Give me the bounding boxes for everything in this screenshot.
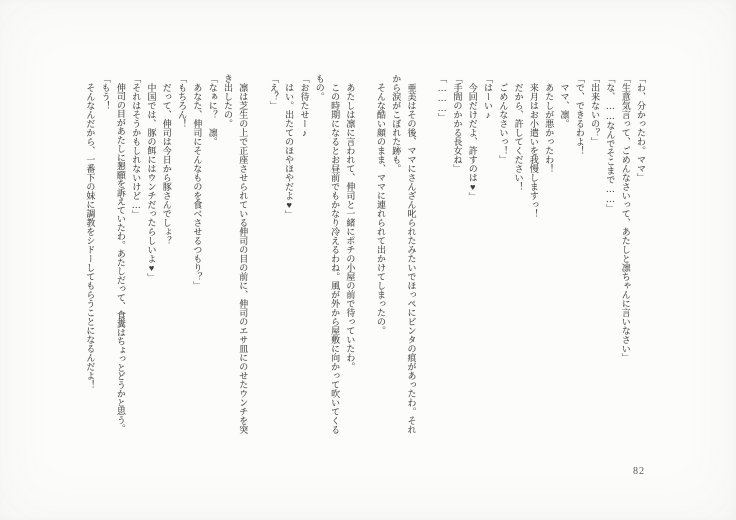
- text-line: 中国では、豚の餌にはウンチだったらしいよ♥」: [146, 83, 157, 282]
- blank-line: [419, 74, 434, 437]
- text-line: あたしが悪かったわ！: [544, 83, 555, 173]
- blank-line: [250, 74, 265, 437]
- text-line: 来月はお小遣いを我慢しますっ！: [528, 83, 539, 218]
- text-line: あたしは凛に言われて、伸司と一緒にポチの小屋の前で待っていたわ。: [345, 83, 356, 371]
- text-line: この時期になるとお昼前でもかなり冷えるわね。風が外から屋敷に向かって吹いてくるもの。: [314, 74, 341, 434]
- text-line: 「生意気言って、ごめんなさいって、あたしと凛ちゃんに言いなさい」: [620, 74, 631, 362]
- text-line: そんなんだから、一番下の妹に調教をシドーしてもらうことになるんだよ！: [85, 83, 96, 389]
- text-line: 「はーい♪: [483, 74, 494, 120]
- text-line: 「………」: [437, 74, 448, 122]
- text-line: だって、伸司は今日から豚さんでしょ？: [161, 83, 172, 245]
- text-line: 「で、できるわよ！: [574, 74, 585, 155]
- text-line: 「な、……なんでそこまで……」: [605, 74, 616, 213]
- text-line: 「わ、分かったわ。ママ」: [636, 74, 646, 182]
- text-line: 凛は芝生の上で正座させられている伸司の目の前に、伸司のエサ皿にのせたウンチを突き出したの。: [222, 74, 249, 434]
- vertical-text-block: [82, 74, 648, 437]
- text-line: 「なぁに？ 凛。: [207, 74, 218, 146]
- text-line: 伸司の目があたしに懇願を訴えていたわ。あたしだって、食糞はちょっとどうかと思う。: [115, 83, 126, 433]
- text-line: はい。出たてのほやほやだよ♥」: [284, 83, 295, 219]
- text-line: 「お待たせー♪: [299, 74, 310, 138]
- text-line: 「それはそうかもしれないけど…」: [131, 74, 142, 219]
- text-line: あなた、伸司にそんなものを食べさせるつもり？」: [192, 83, 203, 290]
- page-number: 82: [633, 466, 645, 477]
- text-line: 「え？」: [268, 74, 279, 110]
- blank-line: [357, 74, 372, 437]
- text-line: ごめんなさいっ！」: [498, 83, 509, 164]
- text-line: 亜美はその後、ママにさんざん叱られたみたいでほっぺにビンタの痕があったわ。それから涙がこぼれた跡も。: [391, 74, 417, 434]
- text-line: 「手間のかかる長女ね」: [452, 74, 463, 173]
- text-line: そんな酷い顔のまま、ママに連れられて出かけてしまったの。: [375, 83, 386, 335]
- text-line: 今回だけだよ、許すのは♥」: [467, 83, 478, 201]
- text-line: だから、許してください！: [513, 83, 524, 191]
- text-line: 「もちろん！: [177, 74, 188, 128]
- text-line: ママ、凛。: [559, 83, 570, 128]
- text-line: 「出来ないの？」: [590, 74, 601, 146]
- text-line: 「もう！: [100, 74, 111, 110]
